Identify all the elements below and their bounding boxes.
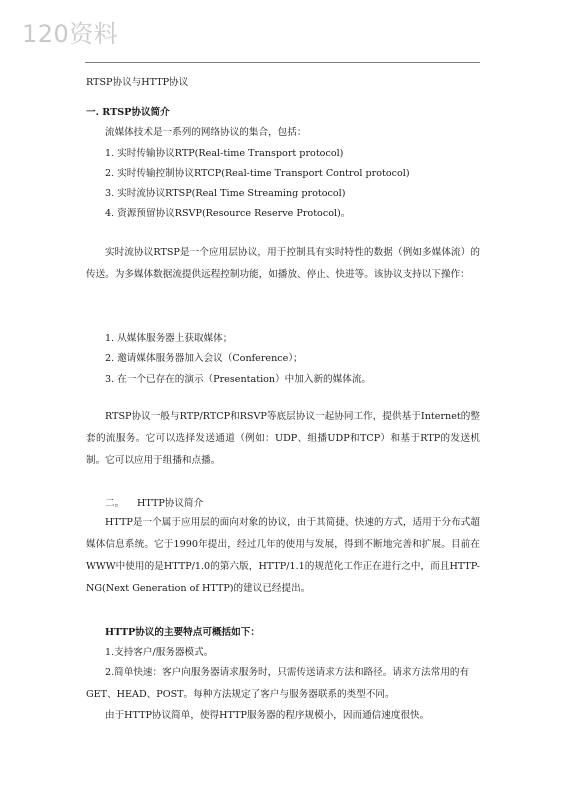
rtsp-description-paragraph: 实时流协议RTSP是一个应用层协议，用于控制具有实时特性的数据（例如多媒体流）的传送。为多媒体数据流提供远程控制功能，如播放、停止、快进等。该协议支持以下操作：	[86, 247, 480, 280]
protocol-list-item: 2. 实时传输控制协议RTCP(Real-time Transport Control protocol)	[105, 168, 410, 179]
protocol-list-item: 3. 实时流协议RTSP(Real Time Streaming protocol)	[105, 188, 346, 199]
operation-list-item: 2. 邀请媒体服务器加入会议（Conference）；	[105, 353, 303, 364]
operation-list-item: 1. 从媒体服务器上获取媒体；	[105, 333, 233, 344]
http-features-heading: HTTP协议的主要特点可概括如下：	[105, 627, 260, 638]
rtsp-usage-paragraph: RTSP协议一般与RTP/RTCP和RSVP等底层协议一起协同工作，提供基于Internet的整套的流服务。它可以选择发送通道（例如：UDP、组播UDP和TCP）和基于RTP的发送机制。它可以应用于组播和点播。	[86, 411, 480, 466]
section-2-heading-number: 二。	[105, 498, 125, 509]
watermark-logo: 120资料	[22, 20, 119, 48]
http-feature-item: 2.简单快速：客户向服务器请求服务时，只需传送请求方法和路径。请求方法常用的有	[105, 667, 470, 678]
http-feature-item: 1.支持客户/服务器模式。	[105, 647, 214, 658]
operation-list-item: 3. 在一个已存在的演示（Presentation）中加入新的媒体流。	[105, 374, 372, 385]
http-feature-item-continued: GET、HEAD、POST。每种方法规定了客户与服务器联系的类型不同。	[86, 689, 395, 700]
http-description-paragraph: HTTP是一个属于应用层的面向对象的协议，由于其简捷、快速的方式，适用于分布式超媒体信息系统。它于1990年提出，经过几年的使用与发展，得到不断地完善和扩展。目前在WWW中使用的是HTTP/1.0的第六版，HTTP/1.1的规范化工作正在进行之中，而且HTTP-NG(Next Generation of HTTP)的建议已经提出。	[86, 517, 480, 594]
header-rule	[85, 62, 480, 63]
protocol-list-item: 1. 实时传输协议RTP(Real-time Transport protocol)	[105, 148, 344, 159]
section-2-heading: HTTP协议简介	[137, 498, 204, 509]
protocol-list-item: 4. 资源预留协议RSVP(Resource Reserve Protocol)。	[105, 208, 351, 219]
http-feature-item-continued: 由于HTTP协议简单，使得HTTP服务器的程序规模小，因而通信速度很快。	[105, 710, 430, 721]
section-1-heading: 一. RTSP协议简介	[86, 107, 170, 118]
document-title: RTSP协议与HTTP协议	[86, 77, 189, 88]
section-1-intro: 流媒体技术是一系列的网络协议的集合，包括：	[105, 127, 307, 138]
